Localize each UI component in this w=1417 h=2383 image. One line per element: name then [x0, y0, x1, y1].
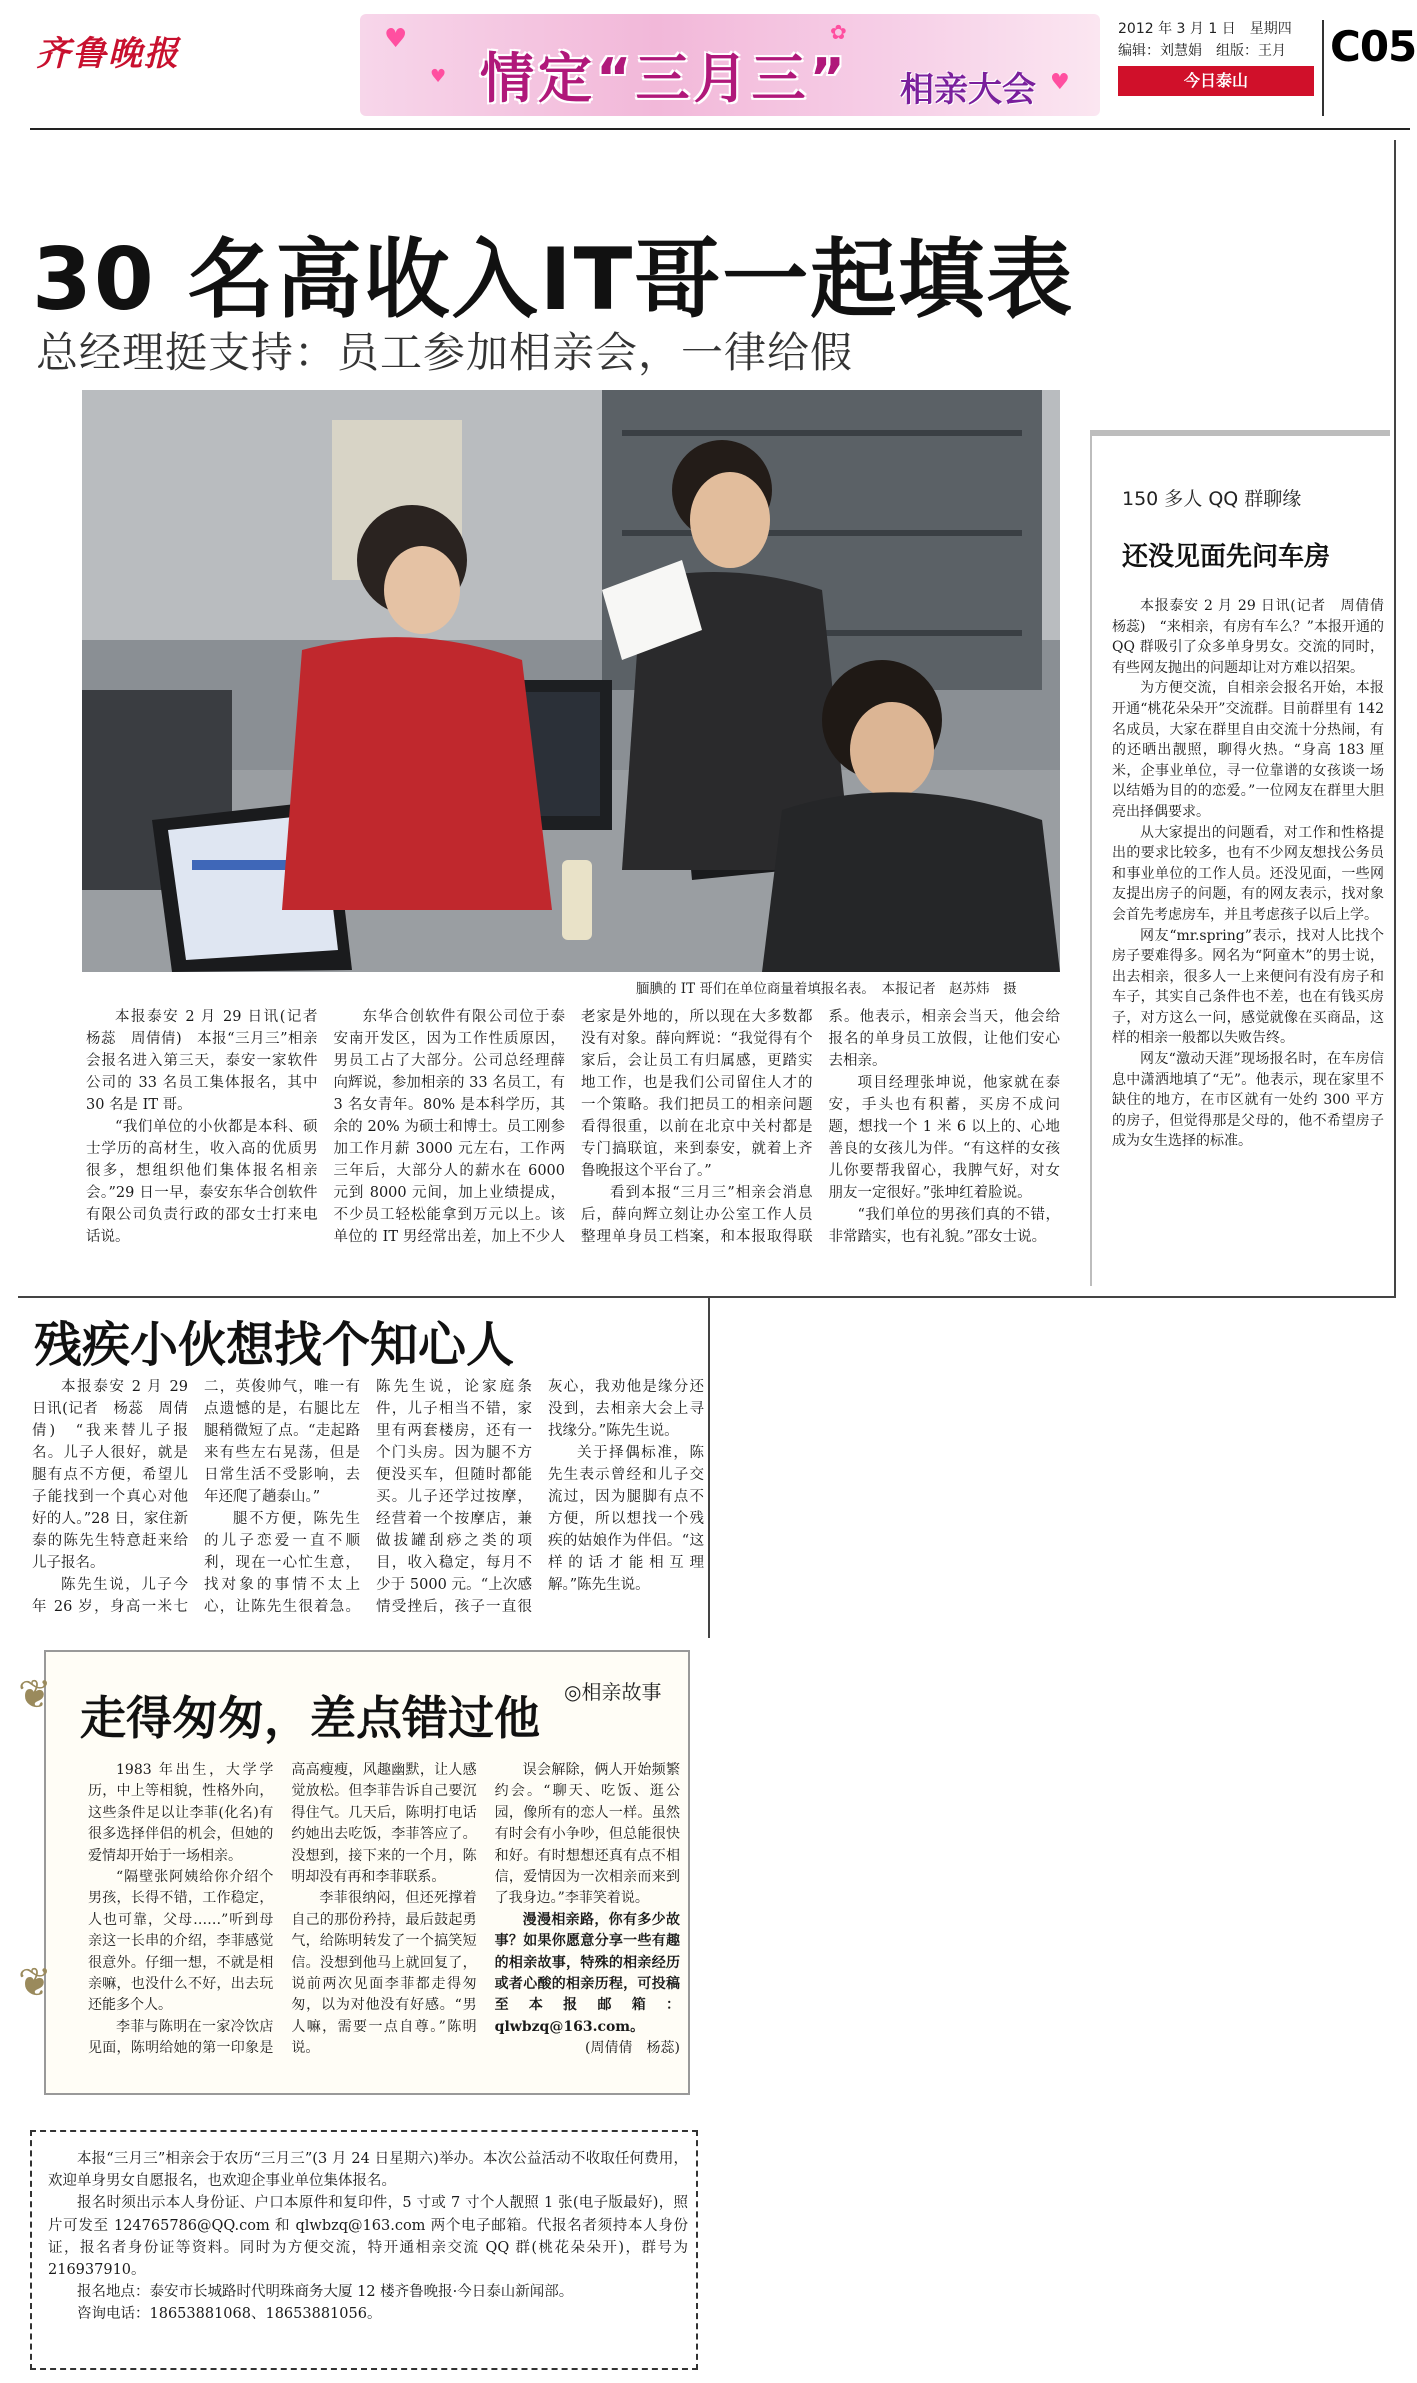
- paragraph: 腿不方便，陈先生的儿子恋爱一直不顺利，现在一心忙生意，找对象的事情不太上心，让陈先生很着急。陈先生说，论家庭条件，儿子相当不错，家里有两套楼房，还有一个门头房。因为腿不方便没买车，但随时都能买。儿子还学过按摩，经营着一个按摩店，兼做拔罐刮痧之类的项目，收入稳定，每月不少于 5000 元。“上次感情受挫后，孩子一直很灰心，我劝他是缘分还没到，去相亲大会上寻找缘分。”陈先生说。: [204, 1379, 704, 1615]
- paragraph: “我们单位的男孩们真的不错，非常踏实，也有礼貌。”邵女士说。: [828, 1207, 1060, 1245]
- office-photo-illustration: [82, 390, 1060, 972]
- story2-body: [32, 1376, 704, 1636]
- sidebar-kicker: 150 多人 QQ 群聊缘: [1122, 488, 1302, 510]
- ornament-icon: ❦: [18, 1672, 52, 1718]
- paragraph: “隔壁张阿姨给你介绍个男孩，长得不错，工作稳定，人也可靠，父母……”听到母亲这一长串的介绍，李菲感觉很意外。仔细一想，不就是相亲嘛，也没什么不好，出去玩还能多个人。: [88, 1869, 274, 2014]
- paragraph: 为方便交流，自相亲会报名开始，本报开通“桃花朵朵开”交流群。目前群里有 142 名成员，大家在群里自由交流十分热闹，有的还晒出靓照，聊得火热。“身高 183 厘米，企事业单位，寻一位靠谱的女孩谈一场以结婚为目的的恋爱。”一位网友在群里大胆亮出择偶要求。: [1112, 680, 1384, 820]
- paper-name: 齐鲁晚报: [36, 34, 180, 74]
- event-banner: [360, 14, 1100, 116]
- paragraph: 误会解除，俩人开始频繁约会。“聊天、吃饭、逛公园，像所有的恋人一样。虽然有时会有小争吵，但总能很快和好。有时想想还真有点不相信，爱情因为一次相亲而来到了我身边。”李菲笑着说。: [494, 1762, 680, 1907]
- story3-body: [88, 1760, 680, 2086]
- paragraph: 项目经理张坤说，他家就在泰安，手头也有积蓄，买房不成问题，想找一个 1 米 6 以上的、心地善良的女孩儿为伴。“有这样的女孩儿你要帮我留心，我脾气好，对女朋友一定很好。”张坤红着脸说。: [828, 1075, 1060, 1201]
- heart-icon: ♥: [384, 24, 408, 54]
- editor-credits: 编辑：刘慧娟 组版：王月: [1118, 43, 1286, 59]
- sidebar-top-rule: [1090, 430, 1390, 436]
- paragraph: 报名地点：泰安市长城路时代明珠商务大厦 12 楼齐鲁晚报·今日泰山新闻部。: [77, 2284, 574, 2301]
- paragraph: 报名时须出示本人身份证、户口本原件和复印件，5 寸或 7 寸个人靓照 1 张(电子版最好)，照片可发至 124765786@QQ.com 和 qlwbzq@163.com 两个电子邮箱。代报名者须持本人身份证，报名者身份证等资料。同时为方便交流，特开通相亲交流 QQ 群(桃花朵朵开)，群号为 216937910。: [48, 2195, 688, 2279]
- photo-caption: 腼腆的 IT 哥们在单位商量着填报名表。 本报记者 赵苏炜 摄: [636, 981, 1017, 997]
- ornament-icon: ❦: [18, 1960, 52, 2006]
- paragraph: 网友“mr.spring”表示，找对人比找个房子要难得多。网名为“阿童木”的男士说，出去相亲，很多人一上来便问有没有房子和车子，其实自己条件也不差，也在有钱买房子，对方这么一问，感觉就像在买商品，这样的相亲一般都以失败告终。: [1112, 927, 1384, 1047]
- paragraph: 东华合创软件有限公司位于泰安南开发区，因为工作性质原因，男员工占了大部分。公司总经理薛向辉说，参加相亲的 33 名员工，有 3 名女青年。80% 是本科学历，其余的 20% 为硕士和博士。员工刚参加工作月薪 3000 元左右，工作两三年后，大部分人的薪水在 6000 元到 8000 元间，加上业绩提成，不少员工轻松能拿到万元以上。该单位的 IT 男经常出差，加上不少人老家是外地的，所以现在大多数都没有对象。薛向辉说：“我觉得有个家后，会让员工有归属感，更踏实地工作，也是我们公司留住人才的一个策略。我们把员工的相亲问题看得很重，以前在北京中关村都是专门搞联谊，来到泰安，就着上齐鲁晚报这个平台了。”: [333, 1009, 813, 1245]
- byline: (周倩倩 杨蕊): [585, 2040, 680, 2057]
- heart-icon: ♥: [430, 66, 447, 87]
- divider: [1322, 20, 1324, 116]
- banner-title: 情定“三月三”: [480, 47, 849, 110]
- sidebar-title: 还没见面先问车房: [1122, 542, 1331, 572]
- paragraph: 看到本报“三月三”相亲会消息后，薛向辉立刻让办公室工作人员整理单身员工档案，和本报取得联系。他表示，相亲会当天，他会给报名的单身员工放假，让他们安心去相亲。: [581, 1009, 1060, 1245]
- paragraph: 关于择偶标准，陈先生表示曾经和儿子交流过，因为腿脚有点不方便，所以想找一个残疾的姑娘作为伴侣。“这样的话才能相互理解。”陈先生说。: [548, 1445, 704, 1593]
- paragraph: 本报泰安 2 月 29 日讯(记者 杨蕊 周倩倩) 本报“三月三”相亲会报名进入第三天，泰安一家软件公司的 33 名员工集体报名，其中 30 名是 IT 哥。: [86, 1009, 332, 1113]
- paragraph: 本报泰安 2 月 29 日讯(记者 杨蕊 周倩倩) “我来替儿子报名。儿子人很好，就是腿有点不方便，希望儿子能找到一个真心对他好的人。”28 日，家住新泰的陈先生特意赶来给儿子报名。: [32, 1379, 188, 1571]
- flower-icon: ✿: [830, 20, 847, 44]
- section-tag: 今日泰山: [1118, 66, 1314, 96]
- subheadline: 总经理挺支持：员工参加相亲会，一律给假: [36, 328, 854, 377]
- paragraph: “我们单位的小伙都是本科、硕士学历的高材生，收入高的优质男很多，想组织他们集体报名相亲会。”29 日一早，泰安东华合创软件有限公司负责行政的邵女士打来电话说。: [86, 1119, 318, 1245]
- column-tag: ◎相亲故事: [564, 1680, 662, 1704]
- heart-icon: ♥: [1050, 70, 1070, 95]
- paragraph: 漫漫相亲路，你有多少故事？如果你愿意分享一些有趣的相亲故事，特殊的相亲经历或者心酸的相亲历程，可投稿至本报邮箱：qlwbzq@163.com。: [494, 1911, 680, 2035]
- headline: 30 名高收入IT哥一起填表: [32, 230, 1075, 330]
- sidebar-body: [1112, 596, 1398, 1286]
- page-number: C05: [1330, 22, 1417, 71]
- story3-headline: 走得匆匆，差点错过他: [80, 1691, 540, 1745]
- masthead: [30, 12, 1417, 130]
- paragraph: 陈先生说，儿子今年 26 岁，身高一米七二，英俊帅气，唯一有点遗憾的是，右腿比左腿稍微短了点。“走起路来有些左右晃荡，但是日常生活不受影响，去年还爬了趟泰山。”: [32, 1379, 360, 1615]
- paragraph: 从大家提出的问题看，对工作和性格提出的要求比较多，也有不少网友想找公务员和事业单位的工作人员。还没见面，一些网友提出房子的问题，有的网友表示，找对象会首先考虑房车，并且考虑孩子以后上学。: [1112, 824, 1384, 923]
- sidebar-left-rule: [1090, 430, 1092, 1286]
- paragraph: 咨询电话：18653881068、18653881056。: [77, 2306, 382, 2323]
- paragraph: 1983 年出生，大学学历，中上等相貌，性格外向，这些条件足以让李菲(化名)有很多选择伴侣的机会，但她的爱情却开始于一场相亲。: [88, 1762, 274, 1864]
- paragraph: 本报泰安 2 月 29 日讯(记者 周倩倩 杨蕊) “来相亲，有房有车么？”本报开通的 QQ 群吸引了众多单身男女。交流的同时，有些网友抛出的问题却让对方难以招架。: [1112, 598, 1398, 676]
- story2-headline: 残疾小伙想找个知心人: [34, 1317, 515, 1373]
- notice-body: [48, 2148, 688, 2326]
- paragraph: 李菲很纳闷，但还死撑着自己的那份矜持，最后鼓起勇气，给陈明转发了一个搞笑短信。没想到他马上就回复了，说前两次见面李菲都走得匆匆，以为对他没有好感。“男人嘛，需要一点自尊。”陈明说。: [291, 1890, 477, 2057]
- banner-subtitle: 相亲大会: [900, 70, 1036, 110]
- paragraph: 本报“三月三”相亲会于农历“三月三”(3 月 24 日星期六)举办。本次公益活动不收取任何费用，欢迎单身男女自愿报名，也欢迎企事业单位集体报名。: [48, 2151, 688, 2190]
- paragraph: 李菲与陈明在一家冷饮店见面，陈明给她的第一印象是高高瘦瘦，风趣幽默，让人感觉放松。但李菲告诉自己要沉得住气。几天后，陈明打电话约她出去吃饭，李菲答应了。没想到，接下来的一个月，陈明却没有再和李菲联系。: [88, 1762, 477, 2057]
- issue-date: 2012 年 3 月 1 日 星期四: [1118, 21, 1292, 37]
- paragraph: 网友“激动天涯”现场报名时，在车房信息中潇洒地填了“无”。他表示，现在家里不缺住的地方，在市区就有一处约 300 平方的房子，但觉得那是父母的，他不希望房子成为女生选择的标准。: [1112, 1051, 1384, 1150]
- main-story-body: [86, 1006, 1060, 1298]
- news-photo: [82, 390, 1060, 972]
